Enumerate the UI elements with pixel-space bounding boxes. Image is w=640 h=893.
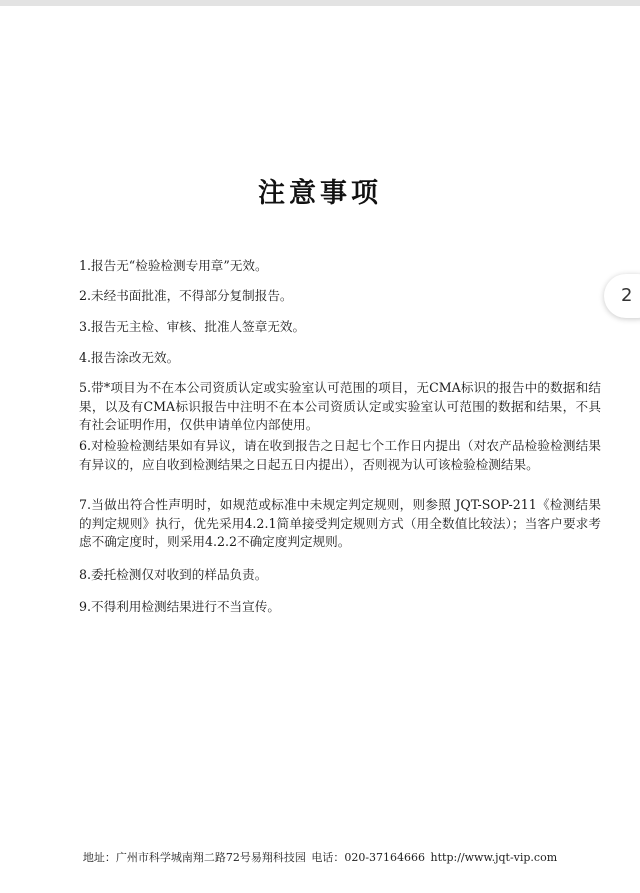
page-number-label: 2: [621, 285, 633, 306]
notice-item-8: 8.委托检测仅对收到的样品负责。: [79, 567, 268, 582]
notice-item-7: 7.当做出符合性声明时，如规范或标准中未规定判定规则，则参照 JQT-SOP-211《检测结果的判定规则》执行，优先采用4.2.1简单接受判定规则方式（用全数值比较法）；当客户要求考虑不确定度时，则采用4.2.2不确定度判定规则。: [79, 497, 601, 549]
page-footer: [0, 849, 640, 865]
notice-item-1: 1.报告无“检验检测专用章”无效。: [79, 258, 268, 273]
page-title: 注意事项: [258, 178, 382, 209]
notice-item-9: 9.不得利用检测结果进行不当宣传。: [79, 599, 280, 614]
document-page: [0, 6, 640, 893]
footer-phone: 电话：020-37164666: [311, 851, 426, 864]
notice-item-4: 4.报告涂改无效。: [79, 350, 180, 365]
footer-website: http://www.jqt-vip.com: [430, 851, 558, 864]
notice-item-6: 6.对检验检测结果如有异议，请在收到报告之日起七个工作日内提出（对农产品检验检测结果有异议的，应自收到检测结果之日起五日内提出），否则视为认可该检验检测结果。: [79, 438, 601, 472]
notice-item-5: 5.带*项目为不在本公司资质认定或实验室认可范围的项目，无CMA标识的报告中的数据和结果，以及有CMA标识报告中注明不在本公司资质认定或实验室认可范围的数据和结果，不具有社会证明作用，仅供申请单位内部使用。: [79, 380, 601, 432]
footer-address: 地址：广州市科学城南翔二路72号易翔科技园: [82, 851, 306, 864]
notice-item-3: 3.报告无主检、审核、批准人签章无效。: [79, 319, 306, 334]
page-number-indicator[interactable]: [604, 274, 640, 318]
notice-item-2: 2.未经书面批准，不得部分复制报告。: [79, 288, 293, 303]
